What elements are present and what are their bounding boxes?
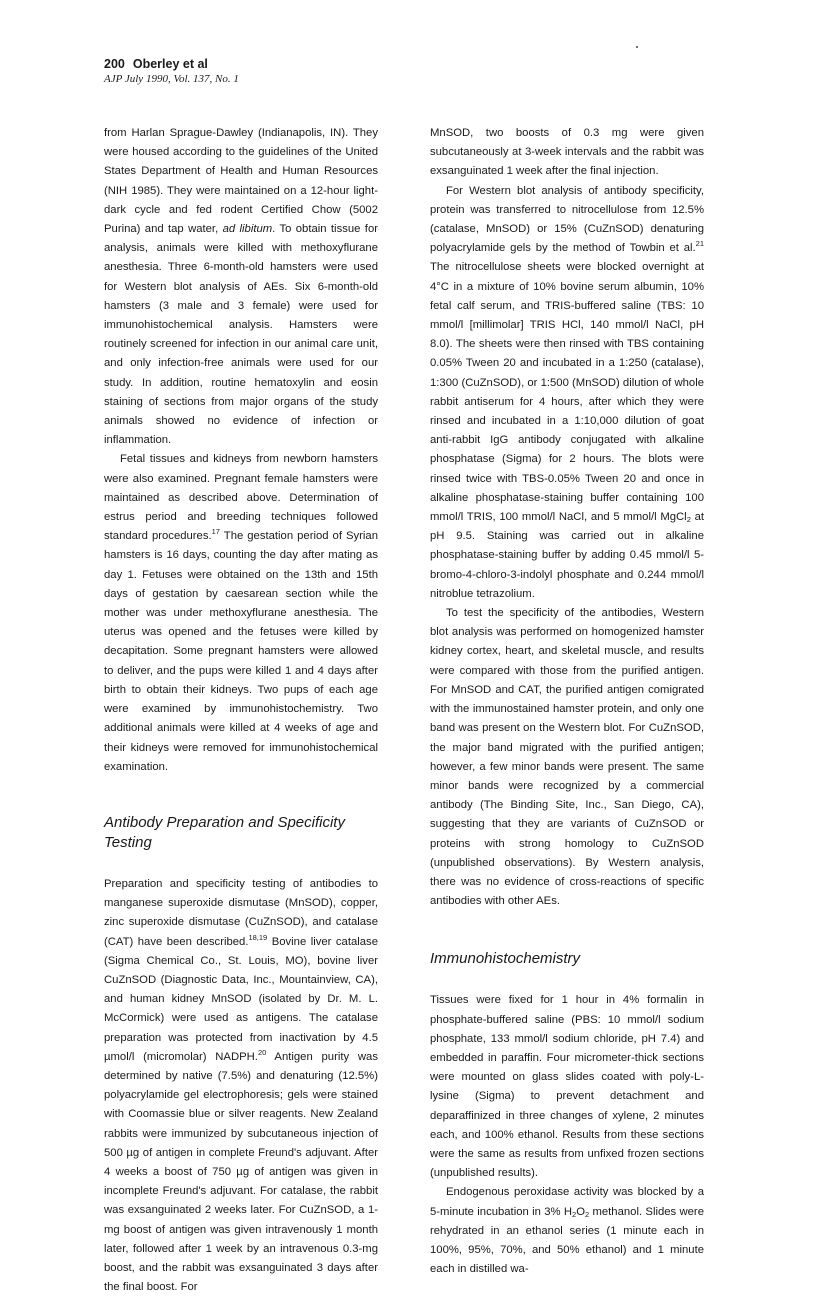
page-number: 200: [104, 57, 125, 71]
paragraph-western-blot: For Western blot analysis of antibody specificity, protein was transferred to nitrocellulose from 12.5% (catalase, MnSOD) or 15% (CuZnSOD) denaturing polyacrylamide gels by the method of Towbin et al.$^{21}$ The nitrocellulose sheets were blocked overnight at 4°C in a mixture of 10% bovine serum albumin, 10% fetal calf serum, and TRIS-buffered saline (TBS: 10 mmol/l [millimolar] TRIS HCl, 140 mmol/l NaCl, pH 8.0). The sheets were then rinsed with TBS containing 0.05% Tween 20 and incubated in a 1:250 (catalase), 1:300 (CuZnSOD), or 1:500 (MnSOD) dilution of whole rabbit antiserum for 4 hours, after which they were rinsed and incubated in a 1:10,000 dilution of goat anti-rabbit IgG antibody conjugated with alkaline phosphatase (Sigma) for 2 hours. The blots were rinsed twice with TBS-0.05% Tween 20 and once in alkaline phosphatase-staining buffer containing 100 mmol/l TRIS, 100 mmol/l NaCl, and 5 mmol/l MgCl$_2$ at pH 9.5. Staining was carried out in alkaline phosphatase-staining buffer by adding 0.45 mmol/l 5-bromo-4-chloro-3-indolyl phosphate and 0.244 mmol/l nitroblue tetrazolium.: [430, 184, 705, 600]
paragraph-mnsod-boosts: MnSOD, two boosts of 0.3 mg were given subcutaneously at 3-week intervals and the rabbit was exsanguinated 1 week after the final injection.: [430, 127, 704, 178]
section-heading-antibody: Antibody Preparation and Specificity Testing: [104, 813, 345, 851]
paragraph-specificity: To test the specificity of the antibodies, Western blot analysis was performed on homogenized hamster kidney cortex, heart, and skeletal muscle, and results were compared with those from the purified antigen. For MnSOD and CAT, the purified antigen comigrated with the immunostained hamster protein, and only one band was present on the Western blot. For CuZnSOD, the major band migrated with the purified antigen; however, a few minor bands were present. The same minor bands were recognized by a commercial antibody (The Binding Site, Inc., San Diego, CA), suggesting that they are variants of CuZnSOD or proteins with strong homology to CuZnSOD (unpublished observations). By Western analysis, there was no evidence of cross-reactions of specific antibodies with other AEs.: [430, 607, 704, 908]
paragraph-antibody-prep: Preparation and specificity testing of antibodies to manganese superoxide dismutase (MnSOD), copper, zinc superoxide dismutase (CuZnSOD), and catalase (CAT) have been described.$^{18,19}$ Bovine liver catalase (Sigma Chemical Co., St. Louis, MO), bovine liver CuZnSOD (Diagnostic Data, Inc., Mountainview, CA), and human kidney MnSOD (isolated by Dr. M. L. McCormick) were used as antigens. The catalase preparation was protected from inactivation by 4.5 µmol/l (micromolar) NADPH.$^{20}$ Antigen purity was determined by native (7.5%) and denaturing (12.5%) polyacrylamide gel electrophoresis; gels were stained with Coomassie blue or silver reagents. New Zealand rabbits were immunized by subcutaneous injection of 500 µg of antigen in complete Freund's adjuvant. After 4 weeks a boost of 750 µg of antigen was given in incomplete Freund's adjuvant. For catalase, the rabbit was exsanguinated 2 weeks later. For CuZnSOD, a 1-mg boost of antigen was given intravenously 1 month later, followed after 1 week by an intravenous 0.3-mg boost, and the rabbit was exsanguinated 3 days after the final boost. For: [104, 877, 378, 1294]
page-speck: [636, 46, 638, 48]
section-heading-immunohistochemistry: Immunohistochemistry: [430, 950, 581, 968]
running-authors: Oberley et al: [132, 57, 208, 71]
page-header: [104, 56, 239, 86]
paragraph-animals: from Harlan Sprague-Dawley (Indianapolis, IN). They were housed according to the guidelines of the United States Department of Health and Human Resources (NIH 1985). They were maintained on a 12-hour light-dark cycle and fed rodent Certified Chow (5002 Purina) and tap water, ad libitum. To obtain tissue for analysis, animals were killed with methoxyflurane anesthesia. Three 6-month-old hamsters were used for Western blot analysis of AEs. Six 6-month-old hamsters (3 male and 3 female) were used for immunohistochemical analysis. Hamsters were routinely screened for infection in our animal care unit, and only infection-free animals were used for our study. In addition, routine hematoxylin and eosin staining of sections from major organs of the study animals showed no evidence of infection or inflammation.: [104, 127, 378, 447]
paragraph-fetal-tissues: Fetal tissues and kidneys from newborn hamsters were also examined. Pregnant female hamsters were maintained as described above. Determination of estrus period and breeding techniques followed standard procedures.$^{17}$ The gestation period of Syrian hamsters is 16 days, counting the day after mating as day 1. Fetuses were obtained on the 13th and 15th days of gestation by caesarean section while the mother was under methoxyflurane anesthesia. The uterus was opened and the fetuses were killed by decapitation. Some pregnant hamsters were allowed to deliver, and the pups were killed 1 and 4 days after birth to obtain their kidneys. Two pups of each age were examined by immunohistochemistry. Two additional animals were killed at 4 weeks of age and their kidneys were removed for immunohistochemical examination.: [104, 453, 378, 773]
left-column: [104, 124, 378, 1297]
right-column: [430, 124, 704, 1279]
journal-citation: AJP July 1990, Vol. 137, No. 1: [104, 73, 239, 85]
paragraph-tissue-fixation: Tissues were fixed for 1 hour in 4% formalin in phosphate-buffered saline (PBS: 10 mmol/l sodium phosphate, 133 mmol/l sodium chloride, pH 7.4) and embedded in paraffin. Four micrometer-thick sections were mounted on glass slides coated with poly-L-lysine (Sigma) to prevent detachment and deparaffinized in three changes of xylene, 2 minutes each, and 100% ethanol. Results from these sections were the same as results from unfixed frozen sections (unpublished results).: [430, 994, 704, 1180]
paragraph-peroxidase: Endogenous peroxidase activity was blocked by a 5-minute incubation in 3% $H_2O_2$ methanol. Slides were rehydrated in an ethanol series (1 minute each in 100%, 95%, 70%, and 50% ethanol) and 1 minute each in distilled wa-: [430, 1186, 704, 1276]
